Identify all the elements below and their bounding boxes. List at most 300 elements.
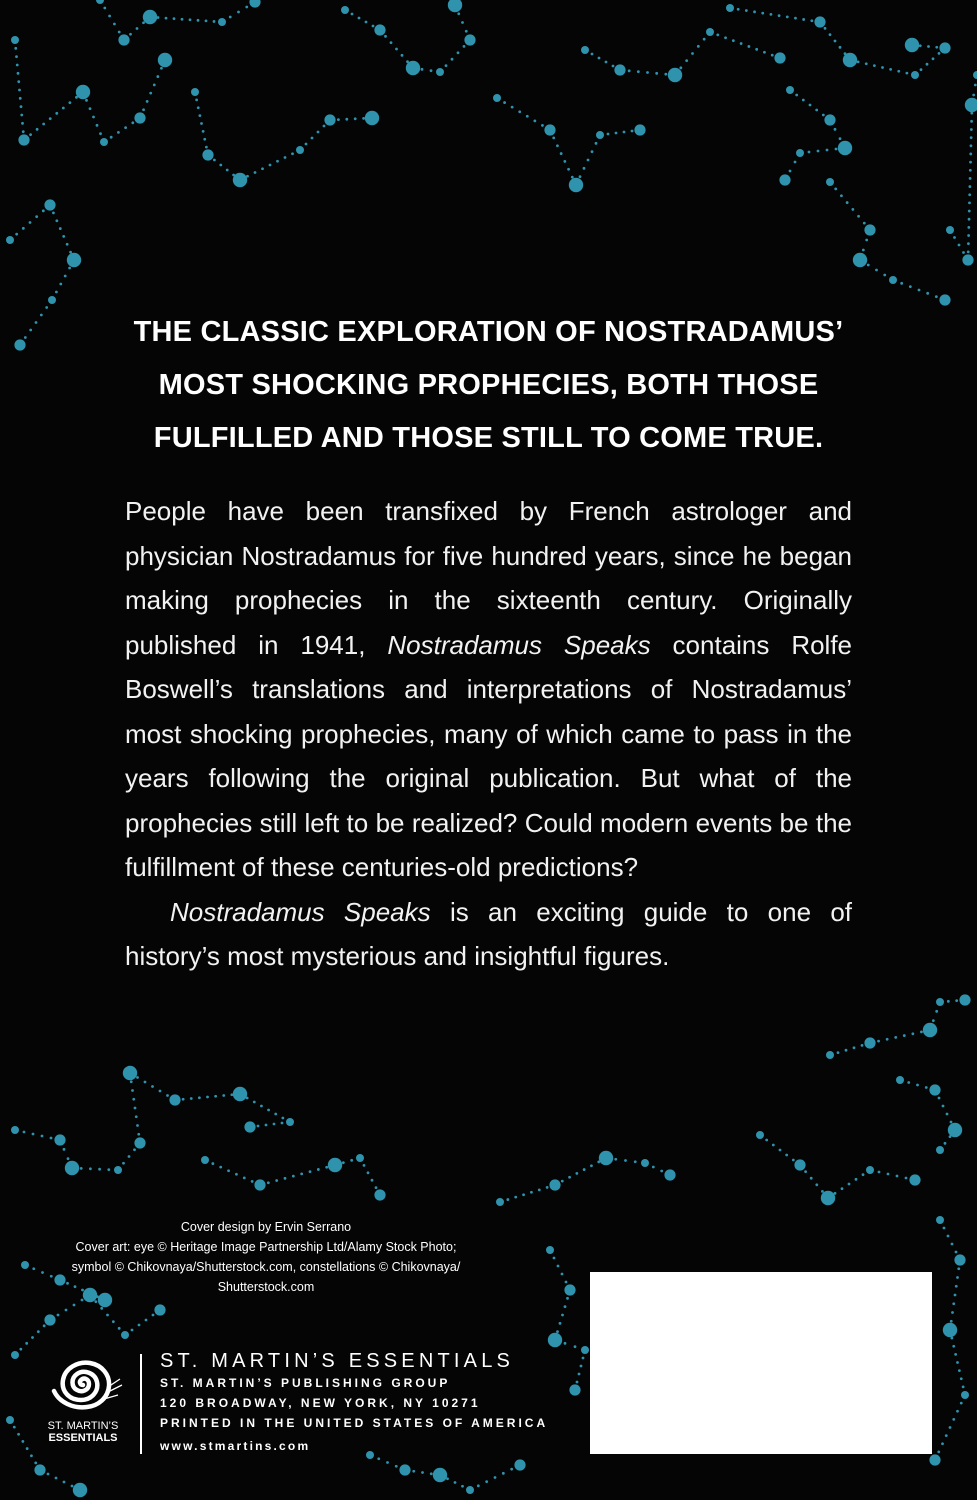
constellation-dot <box>765 1139 768 1142</box>
constellation-dot <box>900 282 903 285</box>
constellation-dot <box>22 227 25 230</box>
constellation-dot <box>785 1154 788 1157</box>
star <box>169 1094 180 1105</box>
constellation-dot <box>578 1373 581 1376</box>
star <box>774 52 785 63</box>
constellation-dot <box>863 222 866 225</box>
constellation-dot <box>878 1171 881 1174</box>
constellation-dot <box>582 1357 585 1360</box>
publisher-address: 120 BROADWAY, NEW YORK, NY 10271 <box>160 1396 481 1410</box>
constellation-dot <box>962 251 965 254</box>
constellation-dot <box>100 1307 103 1310</box>
constellation-dot <box>267 1109 270 1112</box>
constellation-dot <box>958 1369 961 1372</box>
constellation-dot <box>835 148 838 151</box>
constellation-dot <box>595 142 598 145</box>
constellation-dot <box>118 31 121 34</box>
star <box>796 149 804 157</box>
constellation-dot <box>251 1180 254 1183</box>
constellation-dot <box>851 208 854 211</box>
description-paragraph <box>125 890 852 979</box>
constellation-dot <box>737 8 740 11</box>
constellation-dot <box>815 109 818 112</box>
constellation-dot <box>615 132 618 135</box>
constellation-dot <box>514 1196 517 1199</box>
star <box>202 149 213 160</box>
constellation-dot <box>591 53 594 56</box>
constellation-dot <box>834 40 837 43</box>
constellation-dot <box>37 1330 40 1333</box>
star <box>569 1384 580 1395</box>
constellation-dot <box>26 1447 29 1450</box>
constellation-dot <box>57 1314 60 1317</box>
constellation-dot <box>552 136 555 139</box>
constellation-dot <box>855 1178 858 1181</box>
constellation-dot <box>200 122 203 125</box>
constellation-dot <box>22 130 25 133</box>
cover-credits <box>35 1217 497 1297</box>
constellation-dot <box>919 44 922 47</box>
constellation-dot <box>390 41 393 44</box>
constellation-dot <box>227 1169 230 1172</box>
constellation-dot <box>951 1243 954 1246</box>
constellation-dot <box>853 1046 856 1049</box>
constellation-dot <box>99 132 102 135</box>
constellation-dot <box>40 314 43 317</box>
constellation-dot <box>857 215 860 218</box>
constellation-dot <box>848 1183 851 1186</box>
constellation-dot <box>968 218 971 221</box>
constellation-dot <box>960 1377 963 1380</box>
constellation-dot <box>463 45 466 48</box>
constellation-dot <box>235 1173 238 1176</box>
credit-line: Cover design by Ervin Serrano <box>180 1220 352 1234</box>
constellation-dot <box>952 1345 955 1348</box>
constellation-dot <box>579 175 582 178</box>
constellation-dot <box>745 9 748 12</box>
constellation-dot <box>571 176 574 179</box>
constellation-dot <box>159 1090 162 1093</box>
star <box>233 1087 247 1101</box>
constellation-dot <box>957 1267 960 1270</box>
constellation-dot <box>276 160 279 163</box>
constellation-dot <box>274 1113 277 1116</box>
star <box>201 1156 209 1164</box>
constellation-dot <box>824 27 827 30</box>
star <box>143 10 157 24</box>
constellation-dot <box>865 62 868 65</box>
constellation-dot <box>624 1159 627 1162</box>
star <box>939 42 950 53</box>
credit-line: Shutterstock.com <box>217 1280 315 1294</box>
constellation-dot <box>612 65 615 68</box>
constellation-dot <box>538 1188 541 1191</box>
star <box>581 46 589 54</box>
constellation-dot <box>560 152 563 155</box>
constellation-dot <box>945 1434 948 1437</box>
constellation-dot <box>834 128 837 131</box>
constellation-dot <box>865 239 868 242</box>
constellation-dot <box>834 187 837 190</box>
star <box>191 88 199 96</box>
constellation-dot <box>213 20 216 23</box>
constellation-dot <box>430 69 433 72</box>
constellation-dot <box>685 59 688 62</box>
star <box>73 1483 87 1497</box>
star <box>96 0 104 4</box>
constellation-dot <box>503 101 506 104</box>
constellation-dot <box>841 1187 844 1190</box>
star <box>826 178 834 186</box>
constellation-dot <box>59 227 62 230</box>
constellation-dot <box>202 130 205 133</box>
constellation-dot <box>107 1168 110 1171</box>
constellation-dot <box>926 292 929 295</box>
constellation-dot <box>118 1327 121 1330</box>
star <box>100 138 108 146</box>
star <box>121 1331 129 1339</box>
star <box>864 1037 875 1048</box>
constellation-dot <box>967 242 970 245</box>
constellation-dot <box>292 1175 295 1178</box>
star <box>134 112 145 123</box>
constellation-dot <box>770 13 773 16</box>
constellation-dot <box>792 1159 795 1162</box>
constellation-dot <box>935 1010 938 1013</box>
star <box>564 1284 575 1295</box>
constellation-dot <box>778 14 781 17</box>
constellation-dot <box>29 133 32 136</box>
constellation-dot <box>909 285 912 288</box>
constellation-dot <box>655 72 658 75</box>
description-text: contains Rolfe Boswell’s translations and interpretations of Nostradamus’ most shocking prophecies, many of which came to pass in the years following the original publication. But what of the prophecies still left to be realized? Could modern events be the fulfillment of these centuries-old predictions? <box>125 629 853 882</box>
constellation-dot <box>634 1160 637 1163</box>
constellation-dot <box>951 1311 954 1314</box>
star <box>706 28 714 36</box>
constellation-dot <box>461 21 464 24</box>
star <box>374 24 385 35</box>
constellation-dot <box>867 264 870 267</box>
constellation-dot <box>81 1299 84 1302</box>
divider <box>140 1354 142 1454</box>
constellation-dot <box>197 19 200 22</box>
constellation-dot <box>932 1019 935 1022</box>
constellation-dot <box>772 1144 775 1147</box>
constellation-dot <box>132 1098 135 1101</box>
description-text: is an exciting guide to one of history’s most mysterious and insightful figures. <box>125 896 853 971</box>
constellation-dot <box>138 1324 141 1327</box>
constellation-dot <box>845 1049 848 1052</box>
constellation-dot <box>960 1402 963 1405</box>
constellation-dot <box>62 235 65 238</box>
constellation-dot <box>541 124 544 127</box>
constellation-dot <box>166 1094 169 1097</box>
star <box>866 1166 874 1174</box>
constellation-dot <box>260 1105 263 1108</box>
barcode-area <box>590 1272 932 1454</box>
constellation-dot <box>66 243 69 246</box>
constellation-dot <box>181 18 184 21</box>
star <box>756 1131 764 1139</box>
constellation-dot <box>947 1235 950 1238</box>
constellation-dot <box>905 1177 908 1180</box>
constellation-dot <box>861 1044 864 1047</box>
star <box>838 141 852 155</box>
constellation-dot <box>131 1329 134 1332</box>
star <box>158 53 172 67</box>
star <box>254 1179 265 1190</box>
constellation-dot <box>967 250 970 253</box>
constellation-dot <box>137 1133 140 1136</box>
constellation-dot <box>703 38 706 41</box>
star <box>948 1123 962 1137</box>
constellation-dot <box>284 1177 287 1180</box>
constellation-dot <box>955 1285 958 1288</box>
constellation-dot <box>35 215 38 218</box>
constellation-dot <box>67 1157 70 1160</box>
constellation-dot <box>281 1117 284 1120</box>
constellation-dot <box>34 1461 37 1464</box>
star <box>18 134 29 145</box>
constellation-dot <box>510 1468 513 1471</box>
constellation-dot <box>136 1076 139 1079</box>
constellation-dot <box>967 234 970 237</box>
constellation-dot <box>561 1273 564 1276</box>
star <box>406 61 420 75</box>
constellation-dot <box>837 1051 840 1054</box>
constellation-dot <box>106 1314 109 1317</box>
constellation-dot <box>367 1171 370 1174</box>
constellation-dot <box>284 156 287 159</box>
description-paragraph <box>125 489 852 890</box>
constellation-dot <box>809 104 812 107</box>
star <box>296 146 304 154</box>
constellation-dot <box>533 119 536 122</box>
constellation-dot <box>30 1454 33 1457</box>
constellation-dot <box>64 275 67 278</box>
constellation-dot <box>724 36 727 39</box>
constellation-dot <box>822 114 825 117</box>
constellation-dot <box>98 1168 101 1171</box>
constellation-dot <box>317 131 320 134</box>
constellation-dot <box>561 1180 564 1183</box>
constellation-dot <box>96 124 99 127</box>
constellation-dot <box>954 1353 957 1356</box>
constellation-dot <box>598 57 601 60</box>
star <box>549 1179 560 1190</box>
constellation-dot <box>68 101 71 104</box>
constellation-dot <box>877 1040 880 1043</box>
constellation-dot <box>955 1251 958 1254</box>
constellation-dot <box>789 170 792 173</box>
constellation-dot <box>821 1190 824 1193</box>
constellation-dot <box>144 1081 147 1084</box>
constellation-dot <box>568 1176 571 1179</box>
constellation-dot <box>362 117 365 120</box>
constellation-dot <box>587 159 590 162</box>
star <box>569 178 583 192</box>
constellation-dot <box>968 185 971 188</box>
constellation-dot <box>956 1410 959 1413</box>
constellation-dot <box>19 97 22 100</box>
constellation-dot <box>565 1281 568 1284</box>
star <box>936 998 944 1006</box>
star <box>905 38 919 52</box>
constellation-dot <box>881 66 884 69</box>
constellation-dot <box>925 1086 928 1089</box>
constellation-dot <box>49 117 52 120</box>
constellation-dot <box>160 67 163 70</box>
constellation-dot <box>576 1381 579 1384</box>
constellation-dot <box>808 151 811 154</box>
constellation-dot <box>237 11 240 14</box>
constellation-dot <box>889 68 892 71</box>
constellation-dot <box>62 107 65 110</box>
star <box>114 1166 122 1174</box>
constellation-dot <box>580 1365 583 1368</box>
constellation-dot <box>564 1342 567 1345</box>
constellation-dot <box>190 1097 193 1100</box>
star <box>929 1084 940 1095</box>
constellation-dot <box>862 1173 865 1176</box>
star <box>341 6 349 14</box>
star <box>21 1261 29 1269</box>
constellation-dot <box>124 126 127 129</box>
star <box>399 1464 410 1475</box>
constellation-dot <box>113 23 116 26</box>
star <box>436 68 444 76</box>
constellation-dot <box>69 251 72 254</box>
constellation-dot <box>968 210 971 213</box>
star <box>466 1486 474 1494</box>
star <box>126 1069 134 1077</box>
constellation-dot <box>779 1149 782 1152</box>
star <box>286 1118 294 1126</box>
constellation-dot <box>652 1166 655 1169</box>
constellation-dot <box>122 1162 125 1165</box>
constellation-dot <box>637 70 640 73</box>
constellation-dot <box>337 118 340 121</box>
logo-line: ST. MARTIN’S <box>47 1420 119 1432</box>
star <box>929 1454 940 1465</box>
constellation-dot <box>753 10 756 13</box>
star <box>44 1314 55 1325</box>
constellation-dot <box>950 1337 953 1340</box>
constellation-dot <box>363 1164 366 1167</box>
constellation-dot <box>802 18 805 21</box>
constellation-dot <box>970 144 973 147</box>
star <box>11 1351 19 1359</box>
constellation-dot <box>131 121 134 124</box>
star <box>433 1468 447 1482</box>
constellation-dot <box>970 136 973 139</box>
constellation-dot <box>457 12 460 15</box>
constellation-dot <box>771 54 774 57</box>
star <box>936 1146 944 1154</box>
star <box>493 94 501 102</box>
constellation-dot <box>20 105 23 108</box>
constellation-dot <box>574 1345 577 1348</box>
constellation-dot <box>112 1320 115 1323</box>
star <box>614 64 625 75</box>
constellation-dot <box>747 45 750 48</box>
constellation-dot <box>607 133 610 136</box>
constellation-dot <box>41 1135 44 1138</box>
constellation-dot <box>305 143 308 146</box>
constellation-dot <box>907 1081 910 1084</box>
constellation-dot <box>117 131 120 134</box>
constellation-dot <box>226 169 229 172</box>
constellation-dot <box>317 1168 320 1171</box>
constellation-dot <box>962 1385 965 1388</box>
constellation-dot <box>937 1450 940 1453</box>
star <box>374 1189 385 1200</box>
constellation-dot <box>857 60 860 63</box>
constellation-dot <box>614 1158 617 1161</box>
constellation-dot <box>25 1342 28 1345</box>
constellation-dot <box>935 46 938 49</box>
constellation-dot <box>628 69 631 72</box>
star <box>6 236 14 244</box>
constellation-dot <box>938 52 941 55</box>
star <box>118 34 129 45</box>
constellation-dot <box>13 1426 16 1429</box>
constellation-dot <box>189 18 192 21</box>
star <box>365 111 379 125</box>
constellation-dot <box>129 33 132 36</box>
constellation-dot <box>660 1170 663 1173</box>
constellation-dot <box>944 1142 947 1145</box>
constellation-dot <box>257 1125 260 1128</box>
constellation-dot <box>946 1113 949 1116</box>
constellation-dot <box>325 1166 328 1169</box>
constellation-dot <box>219 164 222 167</box>
star <box>641 1159 649 1167</box>
constellation-dot <box>350 1159 353 1162</box>
constellation-dot <box>65 1309 68 1312</box>
constellation-dot <box>494 1476 497 1479</box>
constellation-dot <box>311 137 314 140</box>
star <box>134 1137 145 1148</box>
constellation-dot <box>20 114 23 117</box>
constellation-dot <box>557 1265 560 1268</box>
publisher-url: www.stmartins.com <box>160 1439 311 1453</box>
star <box>794 1159 805 1170</box>
constellation-dot <box>926 63 929 66</box>
constellation-dot <box>103 7 106 10</box>
constellation-dot <box>205 146 208 149</box>
constellation-dot <box>886 1038 889 1041</box>
constellation-dot <box>875 269 878 272</box>
constellation-dot <box>50 1137 53 1140</box>
constellation-dot <box>591 150 594 153</box>
constellation-dot <box>943 1227 946 1230</box>
star <box>448 0 462 12</box>
constellation-dot <box>522 1193 525 1196</box>
constellation-dot <box>45 306 48 309</box>
constellation-dot <box>511 106 514 109</box>
constellation-dot <box>970 120 973 123</box>
constellation-dot <box>421 68 424 71</box>
constellation-dot <box>211 1162 214 1165</box>
headline-line: FULFILLED AND THOSE STILL TO COME TRUE. <box>153 422 824 454</box>
constellation-dot <box>269 164 272 167</box>
star <box>726 4 734 12</box>
constellation-dot <box>887 1173 890 1176</box>
constellation-dot <box>345 118 348 121</box>
constellation-dot <box>136 1124 139 1127</box>
constellation-dot <box>21 122 24 125</box>
